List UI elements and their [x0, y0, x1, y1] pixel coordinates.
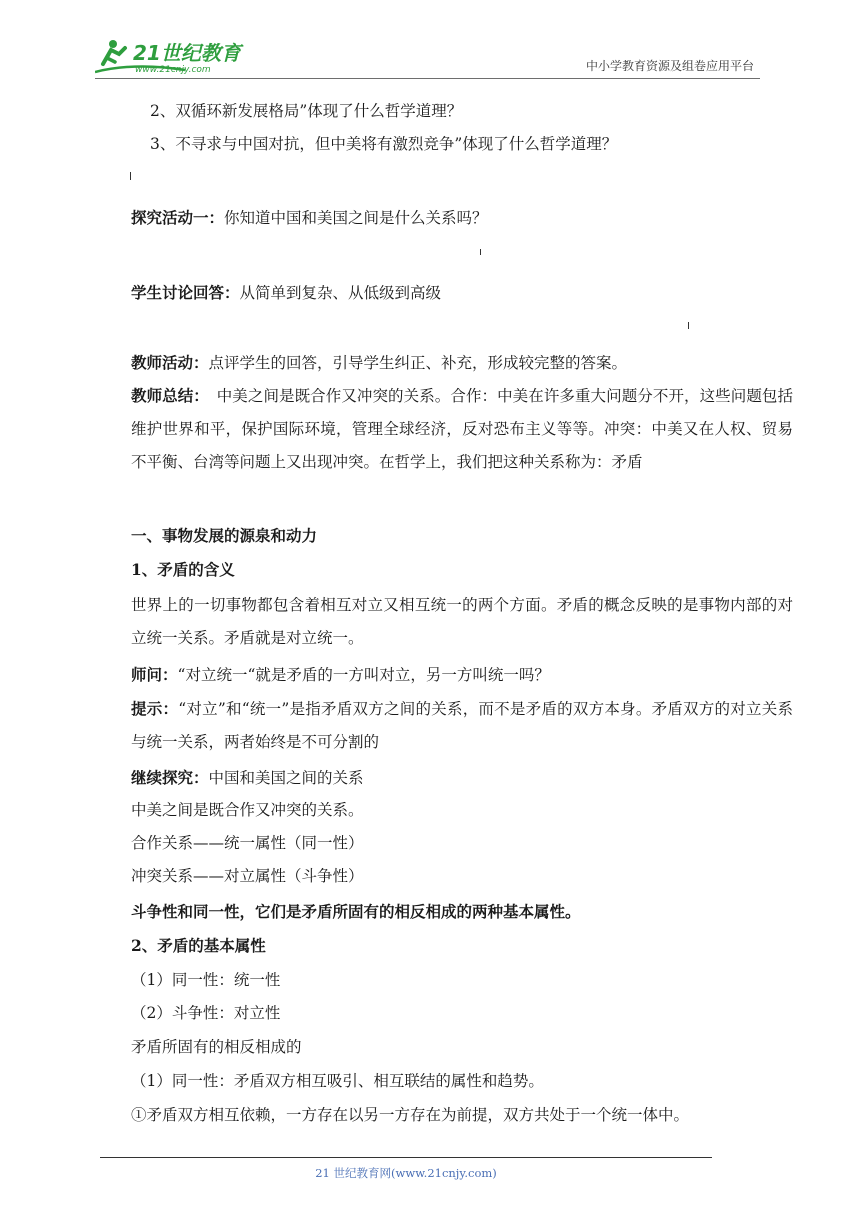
- identity-definition: （1）同一性：矛盾双方相互吸引、相互联结的属性和趋势。: [131, 1072, 544, 1090]
- relation-line: 中美之间是既合作又冲突的关系。: [131, 801, 364, 819]
- continue-explore-label: 继续探究：: [131, 768, 209, 787]
- student-answer: [100, 276, 793, 310]
- attribute-2: （2）斗争性：对立性: [131, 1004, 281, 1022]
- teacher-summary-label: 教师总结：: [131, 386, 202, 405]
- text-cursor-mark: [130, 172, 131, 180]
- teacher-summary: [100, 379, 793, 479]
- logo-21cnjy: [95, 34, 265, 76]
- teacher-activity-text: 点评学生的回答，引导学生纠正、补充，形成较完整的答案。: [208, 354, 628, 372]
- page-header: [95, 34, 760, 79]
- teacher-question: [100, 658, 793, 692]
- text-cursor-mark: [480, 249, 481, 255]
- student-answer-label: 学生讨论回答：: [131, 283, 240, 302]
- attribute-1: （1）同一性：统一性: [131, 971, 281, 989]
- subheading-1: 1、矛盾的含义: [131, 560, 235, 579]
- conflict-line: 冲突关系——对立属性（斗争性）: [131, 867, 364, 885]
- cooperation-line: 合作关系——统一属性（同一性）: [131, 834, 364, 852]
- activity-one-text: 你知道中国和美国之间是什么关系吗？: [224, 209, 488, 227]
- complement-line: 矛盾所固有的相反相成的: [131, 1038, 302, 1056]
- footer-rule: [100, 1157, 712, 1158]
- teacher-summary-text: 中美之间是既合作又冲突的关系。合作：中美在许多重大问题分不开，这些问题包括维护世界和平，保护国际环境，管理全球经济，反对恐布主义等等。冲突：中美又在人权、贸易不平衡、台湾等问题上又出现冲突。在哲学上，我们把这种关系称为：矛盾: [131, 387, 793, 471]
- teacher-question-text: “对立统一“就是矛盾的一方叫对立，另一方叫统一吗？: [177, 666, 550, 684]
- key-statement: 斗争性和同一性，它们是矛盾所固有的相反相成的两种基本属性。: [131, 902, 581, 921]
- question-2: 2、双循环新发展格局”体现了什么哲学道理？: [150, 102, 463, 120]
- hint-paragraph: [100, 692, 793, 759]
- definition-paragraph: 世界上的一切事物都包含着相互对立又相互统一的两个方面。矛盾的概念反映的是事物内部的对立统一关系。矛盾就是对立统一。: [131, 596, 793, 647]
- svg-text:www.21cnjy.com: www.21cnjy.com: [135, 65, 211, 75]
- teacher-activity: [100, 346, 793, 380]
- hint-text: “对立”和“统一”是指矛盾双方之间的关系，而不是矛盾的双方本身。矛盾双方的对立关系与统一关系，两者始终是不可分割的: [131, 700, 793, 751]
- section-heading-1: 一、事物发展的源泉和动力: [131, 526, 318, 545]
- header-platform-name: 中小学教育资源及组卷应用平台: [585, 59, 754, 73]
- teacher-activity-label: 教师活动：: [131, 353, 209, 372]
- svg-text:21世纪教育: 21世纪教育: [133, 41, 241, 65]
- student-answer-text: 从简单到复杂、从低级到高级: [239, 284, 442, 302]
- identity-point-1: ①矛盾双方相互依赖，一方存在以另一方存在为前提，双方共处于一个统一体中。: [131, 1106, 690, 1124]
- hint-label: 提示：: [131, 699, 179, 718]
- subheading-2: 2、矛盾的基本属性: [131, 936, 266, 955]
- activity-one: [100, 201, 793, 235]
- teacher-question-label: 师问：: [131, 665, 178, 684]
- page-footer: 21 世纪教育网(www.21cnjy.com): [315, 1166, 497, 1180]
- question-3: 3、不寻求与中国对抗，但中美将有激烈竞争”体现了什么哲学道理？: [150, 135, 618, 153]
- continue-explore-text: 中国和美国之间的关系: [208, 769, 364, 787]
- continue-explore: [100, 761, 793, 795]
- text-cursor-mark: [688, 322, 689, 329]
- activity-one-label: 探究活动一：: [131, 208, 225, 227]
